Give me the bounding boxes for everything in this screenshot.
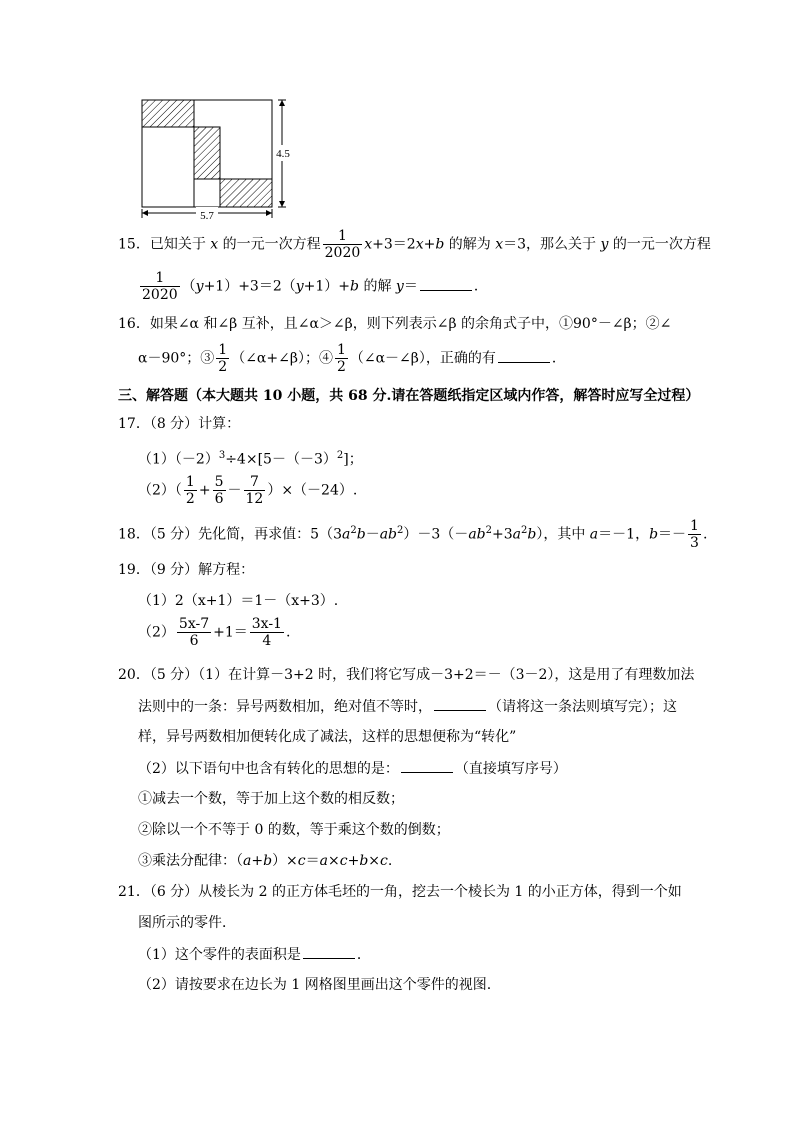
- q21-line2: 图所示的零件．: [138, 915, 236, 931]
- answer-blank[interactable]: [401, 758, 453, 773]
- q19-heading: 19．（9 分）解方程：: [118, 562, 255, 578]
- hatched-square-3: [220, 179, 272, 207]
- q20-option1: ①减去一个数，等于加上这个数的相反数；: [138, 791, 404, 807]
- q19-part2: （2） $\frac{5x-7}{6}$ +1＝ $\frac{3x-1}{4}$ .: [138, 616, 291, 649]
- hatched-square-2: [194, 127, 220, 179]
- fraction-1-2020: $\frac{1}{2020}$: [324, 228, 361, 261]
- q18-line: 18．（5 分）先化简，再求值：$5(3a^2b-ab^2)-3(-ab^2+3a^2b)$，其中 a＝－1，b＝－ $\frac{1}{3}$ .: [118, 518, 708, 551]
- q20-line2: 法则中的一条：异号两数相加，绝对值不等时， （请将这一条法则填写完）；这: [138, 696, 677, 717]
- q20-line4: （2）以下语句中也含有转化的思想的是： （直接填写序号）: [138, 758, 567, 779]
- q20-option2: ②除以一个不等于 0 的数，等于乘这个数的倒数；: [138, 822, 450, 838]
- q20-option3: ③乘法分配律：（a+b）×c＝a×c+b×c.: [138, 853, 393, 869]
- answer-blank[interactable]: [434, 696, 486, 711]
- q17-part2: （2）（ $\frac{1}{2}$ + $\frac{5}{6}$ － $\frac{7}{12}$ ）×（－24）.: [138, 474, 358, 507]
- q17-part1: $(1)(-2)^3\div 4\times[5-(-3)^2]$；: [138, 450, 363, 468]
- section-3-heading: 三、解答题（本大题共 10 小题，共 68 分.请在答题纸指定区域内作答，解答时应写全过程）: [118, 388, 700, 404]
- rectangle-figure: [128, 92, 308, 222]
- q20-line1: 20．（5 分）（1）在计算－3+2 时，我们将它写成－3+2＝－（3－2），这是用了有理数加法: [118, 667, 695, 683]
- fraction-half: $\frac{1}{2}$: [218, 342, 228, 375]
- q15-line1: 15．已知关于 x 的一元一次方程 $\frac{1}{2020}$ x+3＝2x+b 的解为 x＝3，那么关于 y 的一元一次方程: [118, 228, 711, 261]
- q21-line1: 21．（6 分）从棱长为 2 的正方体毛坯的一角，挖去一个棱长为 1 的小正方体，得到一个如: [118, 884, 682, 900]
- q21-part2: （2）请按要求在边长为 1 网格图里画出这个零件的视图.: [138, 977, 492, 993]
- q19-part1: （1）2（x+1）＝1－（x+3）.: [138, 593, 339, 609]
- fraction-half: $\frac{1}{2}$: [336, 342, 346, 375]
- answer-blank[interactable]: [498, 348, 550, 363]
- fraction-1-2020: $\frac{1}{2020}$: [142, 270, 178, 303]
- width-label: 5.7: [200, 210, 214, 222]
- q15-line2: $\frac{1}{2020}$ （y+1）+3＝2（y+1）+b 的解 y＝ ．: [142, 270, 488, 303]
- hatched-square-1: [142, 100, 194, 127]
- q21-part1: （1）这个零件的表面积是 ．: [138, 944, 371, 965]
- q17-heading: 17．（8 分）计算：: [118, 416, 241, 432]
- answer-blank[interactable]: [303, 944, 355, 959]
- q20-line3: 样，异号两数相加便转化成了减法，这样的思想便称为“转化”: [138, 729, 517, 745]
- q16-line1: 16．如果∠α 和∠β 互补，且∠α＞∠β，则下列表示∠β 的余角式子中，①90°－∠β；②∠: [118, 316, 672, 332]
- answer-blank[interactable]: [420, 276, 472, 291]
- q16-line2: α－90°；③ $\frac{1}{2}$ （∠α+∠β）；④ $\frac{1}{2}$ （∠α－∠β），正确的有 ．: [138, 342, 566, 375]
- height-label: 4.5: [276, 148, 290, 160]
